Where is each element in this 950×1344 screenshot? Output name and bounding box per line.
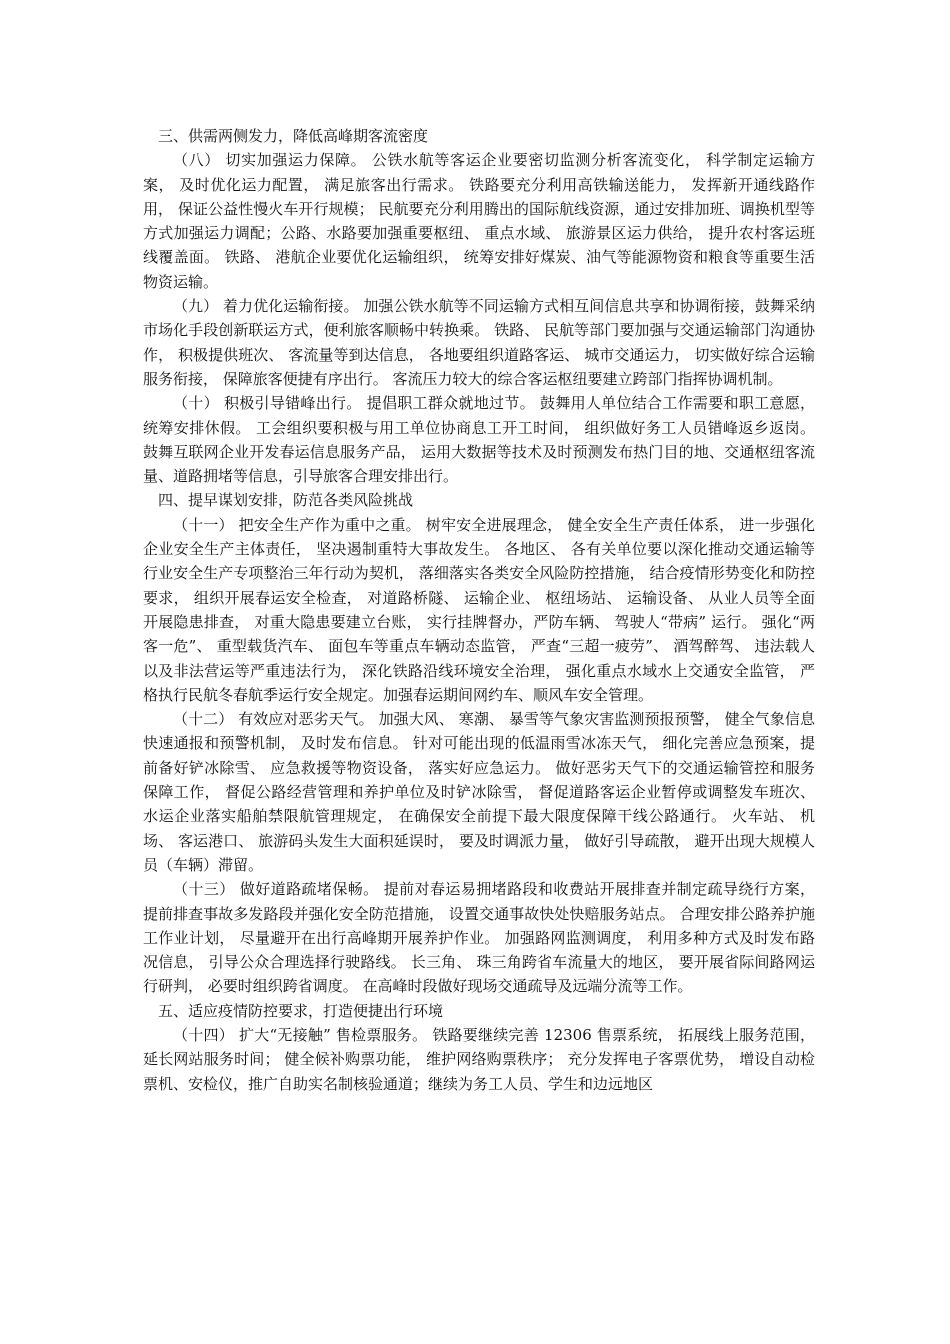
paragraph-8: （八） 切实加强运力保障。 公铁水航等客运企业要密切监测分析客流变化， 科学制定运输方案， 及时优化运力配置， 满足旅客出行需求。 铁路要充分利用高铁输送能力， 发挥新开通线路作用， 保证公益性慢火车开行规模； 民航要充分利用腾出的国际航线资源，通过安排加班、调换机型等方式加强运力调配；公路、水路要加强重要枢纽、 重点水域、 旅游景区运力供给， 提升农村客运班线覆盖面。 铁路、 港航企业要优化运输组织， 统筹安排好煤炭、油气等能源物资和粮食等重要生活物资运输。	[143, 151, 815, 291]
paragraph-11: （十一） 把安全生产作为重中之重。 树牢安全进展理念， 健全安全生产责任体系， 进一步强化企业安全生产主体责任， 坚决遏制重特大事故发生。 各地区、 各有关单位要以深化推动交通运输等行业安全生产专项整治三年行动为契机， 落细落实各类安全风险防控措施， 结合疫情形势变化和防控要求， 组织开展春运安全检查， 对道路桥隧、 运输企业、 枢纽场站、 运输设备、 从业人员等全面开展隐患排查， 对重大隐患要建立台账， 实行挂牌督办，严防车辆、 驾驶人“带病” 运行。 强化“两客一危”、 重型载货汽车、 面包车等重点车辆动态监管， 严查“三超一疲劳”、 酒驾醉驾、 违法载人以及非法营运等严重违法行为， 深化铁路沿线环境安全治理， 强化重点水域水上交通安全监管， 严格执行民航冬春航季运行安全规定。加强春运期间网约车、顺风车安全管理。	[143, 515, 815, 704]
paragraph-9: （九） 着力优化运输衔接。 加强公铁水航等不同运输方式相互间信息共享和协调衔接，鼓舞采纳市场化手段创新联运方式，便利旅客顺畅中转换乘。 铁路、 民航等部门要加强与交通运输部门沟通协作， 积极提供班次、 客流量等到达信息， 各地要组织道路客运、 城市交通运力， 切实做好综合运输服务衔接， 保障旅客便捷有序出行。 客流压力较大的综合客运枢纽要建立跨部门指挥协调机制。	[143, 297, 815, 388]
paragraph-12: （十二） 有效应对恶劣天气。 加强大风、 寒潮、 暴雪等气象灾害监测预报预警， 健全气象信息快速通报和预警机制， 及时发布信息。 针对可能出现的低温雨雪冰冻天气， 细化完善应急预案，提前备好铲冰除雪、 应急救援等物资设备， 落实好应急运力。 做好恶劣天气下的交通运输管控和服务保障工作， 督促公路经营管理和养护单位及时铲冰除雪， 督促道路客运企业暂停或调整发车班次、 水运企业落实船舶禁限航管理规定， 在确保安全前提下最大限度保障干线公路通行。 火车站、 机场、 客运港口、 旅游码头发生大面积延误时， 要及时调派力量， 做好引导疏散， 避开出现大规模人员（车辆）滞留。	[143, 710, 815, 874]
document-body	[143, 124, 815, 1096]
section-heading-3: 三、供需两侧发力，降低高峰期客流密度	[158, 127, 429, 145]
paragraph-10: （十） 积极引导错峰出行。 提倡职工群众就地过节。 鼓舞用人单位结合工作需要和职工意愿， 统筹安排休假。 工会组织要积极与用工单位协商息工开工时间， 组织做好务工人员错峰返乡返岗。 鼓舞互联网企业开发春运信息服务产品， 运用大数据等技术及时预测发布热门目的地、交通枢纽客流量、道路拥堵等信息，引导旅客合理安排出行。	[143, 394, 815, 486]
paragraph-14: （十四） 扩大“无接触” 售检票服务。 铁路要继续完善 12306 售票系统， 拓展线上服务范围， 延长网站服务时间； 健全候补购票功能， 维护网络购票秩序； 充分发挥电子客票优势， 增设自动检票机、安检仪，推广自助实名制核验通道；继续为务工人员、学生和边远地区	[143, 1025, 815, 1093]
paragraph-13: （十三） 做好道路疏堵保畅。 提前对春运易拥堵路段和收费站开展排查并制定疏导绕行方案， 提前排查事故多发路段并强化安全防范措施， 设置交通事故快处快赔服务站点。 合理安排公路养护施工作业计划， 尽量避开在出行高峰期开展养护作业。 加强路网监测调度， 利用多种方式及时发布路况信息， 引导公众合理选择行驶路线。 长三角、 珠三角跨省车流量大的地区， 要开展省际间路网运行研判， 必要时组织跨省调度。 在高峰时段做好现场交通疏导及远端分流等工作。	[143, 880, 815, 996]
section-heading-4: 四、提早谋划安排，防范各类风险挑战	[158, 491, 414, 510]
section-heading-5: 五、适应疫情防控要求，打造便捷出行环境	[158, 1001, 444, 1020]
